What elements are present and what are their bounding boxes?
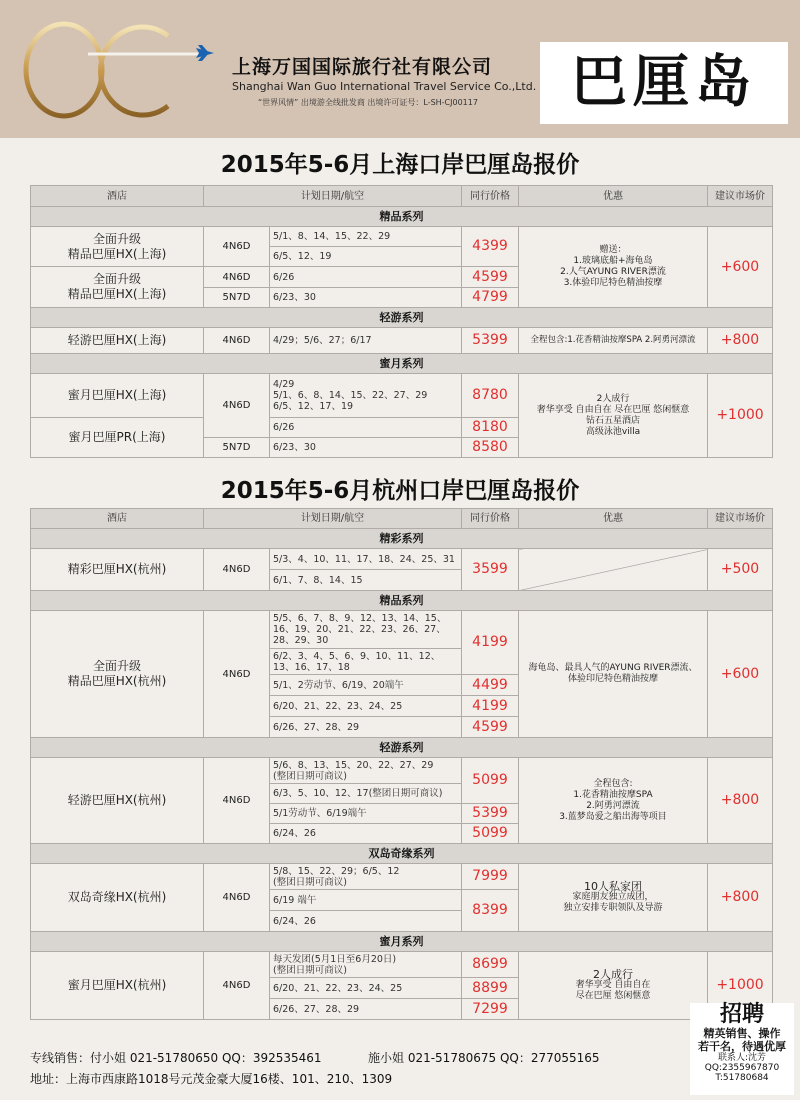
header-banner — [0, 0, 800, 138]
col-hotel: 酒店 — [31, 509, 204, 529]
otc-logo-icon — [18, 14, 228, 124]
market-price-cell: +600 — [708, 611, 773, 738]
date-cell: 6/20、21、22、23、24、25 — [270, 978, 462, 999]
date-cell: 6/26、27、28、29 — [270, 717, 462, 738]
date-cell: 6/5、12、19 — [270, 247, 462, 267]
price-cell: 8180 — [462, 418, 519, 438]
nights-cell: 5N7D — [204, 438, 270, 458]
price-cell: 4499 — [462, 675, 519, 696]
date-cell: 5/8、15、22、29；6/5、12 (整团日期可商议) — [270, 864, 462, 890]
hotel-name: 全面升级 精品巴厘HX(上海) — [31, 227, 204, 267]
series-header: 双岛奇缘系列 — [31, 844, 773, 864]
date-cell: 6/23、30 — [270, 288, 462, 308]
date-cell: 6/19 端午 — [270, 890, 462, 911]
nights-cell: 4N6D — [204, 374, 270, 438]
hotel-name: 全面升级 精品巴厘HX(杭州) — [31, 611, 204, 738]
date-cell: 6/24、26 — [270, 911, 462, 932]
hotel-name: 蜜月巴厘HX(杭州) — [31, 952, 204, 1020]
recruit-box — [690, 1003, 794, 1095]
address-text: 地址：上海市西康路1018号元茂金豪大厦16楼、101、210、1309 — [30, 1072, 393, 1086]
date-cell: 5/6、8、13、15、20、22、27、29 (整团日期可商议) — [270, 758, 462, 784]
hangzhou-section-title: 2015年5-6月杭州口岸巴厘岛报价 — [220, 478, 580, 504]
market-price-cell: +600 — [708, 227, 773, 308]
offer-cell: 2人成行 奢华享受 自由自在 尽在巴厘 悠闲惬意 — [519, 952, 708, 1020]
price-cell: 8399 — [462, 890, 519, 932]
sales-contact-1: 专线销售：付小姐 021-51780650 QQ：392535461 — [30, 1051, 322, 1065]
offer-cell: 全程包含:1.花香精油按摩SPA 2.阿勇河漂流 — [519, 328, 708, 354]
nights-cell: 4N6D — [204, 549, 270, 591]
price-cell: 4399 — [462, 227, 519, 267]
date-cell: 6/26 — [270, 418, 462, 438]
recruit-line: 精英销售、操作 — [703, 1027, 781, 1040]
date-cell: 6/20、21、22、23、24、25 — [270, 696, 462, 717]
hotel-name: 蜜月巴厘HX(上海) — [31, 374, 204, 418]
shanghai-price-table — [30, 185, 773, 458]
price-cell: 3599 — [462, 549, 519, 591]
date-cell: 6/26、27、28、29 — [270, 999, 462, 1020]
market-price-cell: +500 — [708, 549, 773, 591]
date-cell: 6/3、5、10、12、17(整团日期可商议) — [270, 784, 462, 804]
destination-title: 巴厘岛 — [540, 42, 788, 124]
price-cell: 4799 — [462, 288, 519, 308]
date-cell: 5/1、2劳动节、6/19、20端午 — [270, 675, 462, 696]
date-cell: 6/23、30 — [270, 438, 462, 458]
col-dates: 计划日期/航空 — [204, 186, 462, 207]
date-cell: 6/26 — [270, 267, 462, 288]
market-price-cell: +800 — [708, 864, 773, 932]
price-cell: 7299 — [462, 999, 519, 1020]
price-cell: 7999 — [462, 864, 519, 890]
shanghai-section-title: 2015年5-6月上海口岸巴厘岛报价 — [220, 152, 580, 178]
col-dates: 计划日期/航空 — [204, 509, 462, 529]
date-cell: 5/1劳动节、6/19端午 — [270, 804, 462, 824]
offer-cell: 10人私家团 家庭朋友独立成团， 独立安排专职领队及导游 — [519, 864, 708, 932]
nights-cell: 4N6D — [204, 328, 270, 354]
recruit-tel: T:51780684 — [715, 1073, 769, 1083]
date-cell: 5/3、4、10、11、17、18、24、25、31 — [270, 549, 462, 570]
sales-contact-2: 施小姐 021-51780675 QQ：277055165 — [368, 1051, 600, 1065]
market-price-cell: +1000 — [708, 374, 773, 458]
hotel-name: 轻游巴厘HX(杭州) — [31, 758, 204, 844]
recruit-title: 招聘 — [719, 1002, 764, 1027]
price-cell: 8899 — [462, 978, 519, 999]
recruit-qq: QQ:2355967870 — [704, 1063, 780, 1073]
series-header: 轻游系列 — [31, 738, 773, 758]
company-name-cn: 上海万国国际旅行社有限公司 — [232, 56, 493, 78]
nights-cell: 4N6D — [204, 758, 270, 844]
price-cell: 4199 — [462, 611, 519, 675]
hotel-name: 全面升级 精品巴厘HX(上海) — [31, 267, 204, 308]
price-cell: 5399 — [462, 804, 519, 824]
nights-cell: 4N6D — [204, 952, 270, 1020]
col-hotel: 酒店 — [31, 186, 204, 207]
col-market: 建议市场价 — [708, 509, 773, 529]
hotel-name: 精彩巴厘HX(杭州) — [31, 549, 204, 591]
recruit-line: 若干名，待遇优厚 — [698, 1040, 786, 1053]
market-price-cell: +800 — [708, 328, 773, 354]
price-cell: 5399 — [462, 328, 519, 354]
nights-cell: 4N6D — [204, 267, 270, 288]
series-header: 轻游系列 — [31, 308, 773, 328]
price-cell: 4599 — [462, 717, 519, 738]
series-header: 精品系列 — [31, 207, 773, 227]
series-header: 蜜月系列 — [31, 932, 773, 952]
date-cell: 5/1、8、14、15、22、29 — [270, 227, 462, 247]
offer-cell-empty — [519, 549, 708, 591]
col-market: 建议市场价 — [708, 186, 773, 207]
date-cell: 4/29；5/6、27；6/17 — [270, 328, 462, 354]
date-cell: 6/2、3、4、5、6、9、10、11、12、 13、16、17、18 — [270, 649, 462, 675]
date-cell: 4/29 5/1、6、8、14、15、22、27、29 6/5、12、17、19 — [270, 374, 462, 418]
price-cell: 4599 — [462, 267, 519, 288]
date-cell: 5/5、6、7、8、9、12、13、14、15、 16、19、20、21、22、23、26、27、 28、29、30 — [270, 611, 462, 649]
price-cell: 8699 — [462, 952, 519, 978]
series-header: 精品系列 — [31, 591, 773, 611]
price-cell: 8780 — [462, 374, 519, 418]
license-text: “世界风情” 出境游全线批发商 出境许可证号：L-SH-CJ00117 — [258, 98, 478, 107]
series-header: 精彩系列 — [31, 529, 773, 549]
price-cell: 5099 — [462, 758, 519, 804]
offer-cell: 赠送： 1.玻璃底船+海龟岛 2.人气AYUNG RIVER漂流 3.体验印尼特色精油按摩 — [519, 227, 708, 308]
hangzhou-price-table — [30, 508, 773, 1020]
date-cell: 每天发团(5月1日至6月20日) (整团日期可商议) — [270, 952, 462, 978]
series-header: 蜜月系列 — [31, 354, 773, 374]
date-cell: 6/24、26 — [270, 824, 462, 844]
nights-cell: 4N6D — [204, 227, 270, 267]
hotel-name: 蜜月巴厘PR(上海) — [31, 418, 204, 458]
price-cell: 4199 — [462, 696, 519, 717]
nights-cell: 4N6D — [204, 864, 270, 932]
market-price-cell: +1000 — [708, 952, 773, 1020]
col-price: 同行价格 — [462, 186, 519, 207]
nights-cell: 4N6D — [204, 611, 270, 738]
hotel-name: 双岛奇缘HX(杭州) — [31, 864, 204, 932]
col-offer: 优惠 — [519, 186, 708, 207]
hotel-name: 轻游巴厘HX(上海) — [31, 328, 204, 354]
market-price-cell: +800 — [708, 758, 773, 844]
price-cell: 8580 — [462, 438, 519, 458]
offer-cell: 2人成行 奢华享受 自由自在 尽在巴厘 悠闲惬意 钻石五星酒店 高级泳池villa — [519, 374, 708, 458]
company-name-en: Shanghai Wan Guo International Travel Service Co.,Ltd. — [232, 80, 537, 93]
col-offer: 优惠 — [519, 509, 708, 529]
date-cell: 6/1、7、8、14、15 — [270, 570, 462, 591]
recruit-contact: 联系人:沈芳 — [717, 1053, 767, 1063]
nights-cell: 5N7D — [204, 288, 270, 308]
price-cell: 5099 — [462, 824, 519, 844]
offer-cell: 海龟岛、最具人气的AYUNG RIVER漂流、 体验印尼特色精油按摩 — [519, 611, 708, 738]
col-price: 同行价格 — [462, 509, 519, 529]
offer-cell: 全程包含: 1.花香精油按摩SPA 2.阿勇河漂流 3.蓝梦岛爱之船出海等项目 — [519, 758, 708, 844]
